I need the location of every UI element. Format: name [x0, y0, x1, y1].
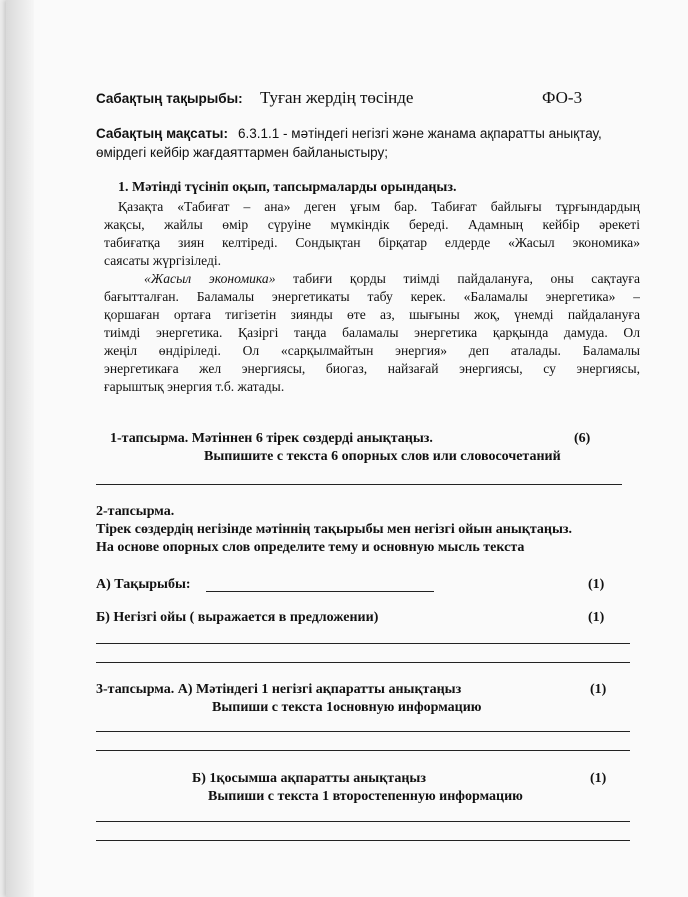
paragraph-1-line: саясаты жүргізіледі. [104, 253, 222, 268]
paragraph-2-line: тиімді энергетика. Қазіргі таңда баламалы энергетика қарқында дамуда. Ол [104, 325, 640, 340]
paragraph-2-line-1-rest: табиғи қорды тиімді пайдалануға, оны сақтауға [275, 271, 640, 286]
task-1-title: 1-тапсырма. Мәтіннен 6 тірек сөздерді анықтаңыз. [110, 431, 433, 446]
goal-label: Сабақтың мақсаты: [96, 126, 228, 141]
paragraph-2-line: жеңіл өндіріледі. Ол «сарқылмайтын энергия» деп аталады. Баламалы [104, 343, 640, 358]
task-2-title: 2-тапсырма. [96, 504, 175, 519]
task-1-answer-line[interactable] [96, 484, 622, 485]
topic-value: Туған жердің төсінде [260, 88, 414, 107]
section-heading: 1. Мәтінді түсініп оқып, тапсырмаларды орындаңыз. [118, 180, 457, 195]
task-1-subtitle: Выпишите с текста 6 опорных слов или словосочетаний [204, 449, 561, 464]
task-3a-points: (1) [590, 682, 607, 697]
topic-answer-line[interactable] [206, 591, 434, 592]
task-2a-points: (1) [588, 577, 605, 592]
goal-line-1: 6.3.1.1 - мәтіндегі негізгі және жанама ақпаратты анықтау, [238, 126, 602, 141]
form-code: ФО-3 [542, 88, 583, 107]
green-economy-term: «Жасыл экономика» [144, 271, 276, 286]
task-3a-subtitle: Выпиши с текста 1основную информацию [212, 700, 482, 715]
task-2-line-1: Тірек сөздердің негізінде мәтіннің тақырыбы мен негізгі ойын анықтаңыз. [96, 522, 573, 537]
secondary-info-answer-line-2[interactable] [96, 840, 630, 841]
task-3b-title: Б) 1қосымша ақпаратты анықтаңыз [192, 771, 426, 786]
task-2b-label: Б) Негізгі ойы ( выражается в предложении) [96, 610, 379, 625]
task-1-points: (6) [574, 431, 591, 446]
task-2-line-2: На основе опорных слов определите тему и основную мысль текста [96, 540, 525, 555]
secondary-info-answer-line-1[interactable] [96, 821, 630, 822]
main-info-answer-line-1[interactable] [96, 731, 630, 732]
main-idea-answer-line-2[interactable] [96, 662, 630, 663]
topic-label: Сабақтың тақырыбы: [96, 91, 243, 106]
paragraph-1-line: табиғатқа зиян келтіреді. Сондықтан бірқатар елдерде «Жасыл экономика» [104, 235, 640, 250]
paragraph-2-line-1 [144, 270, 640, 287]
task-3b-subtitle: Выпиши с текста 1 второстепенную информацию [208, 789, 523, 804]
paragraph-2-line: энергетикаға жел энергиясы, биогаз, найзағай энергиясы, су энергиясы, [104, 361, 640, 376]
paragraph-1-line: Қазақта «Табиғат – ана» деген ұғым бар. Табиғат байлығы тұрғындардың [118, 199, 640, 214]
task-2a-label: А) Тақырыбы: [96, 577, 191, 592]
main-idea-answer-line-1[interactable] [96, 643, 630, 644]
goal-line-2: өмірдегі кейбір жағдаяттармен байланыстыру; [96, 145, 389, 160]
paragraph-2-line: қоршаған ортаға тигізетін зиянды өте аз, шығыны жоқ, үнемді пайдалануға [104, 307, 640, 322]
task-3b-points: (1) [590, 771, 607, 786]
task-2b-points: (1) [588, 610, 605, 625]
worksheet-page [6, 0, 688, 897]
main-info-answer-line-2[interactable] [96, 750, 630, 751]
paragraph-1-line: жақсы, жайлы өмір сүруіне мүмкіндік береді. Адамның кейбір әрекеті [104, 217, 640, 232]
paragraph-2-line: ғарыштық энергия т.б. жатады. [104, 379, 285, 394]
paragraph-2-line: бағытталған. Баламалы энергетикаты табу керек. «Баламалы энергетика» – [104, 289, 640, 304]
task-3a-title: 3-тапсырма. А) Мәтіндегі 1 негізгі ақпаратты анықтаңыз [96, 682, 462, 697]
